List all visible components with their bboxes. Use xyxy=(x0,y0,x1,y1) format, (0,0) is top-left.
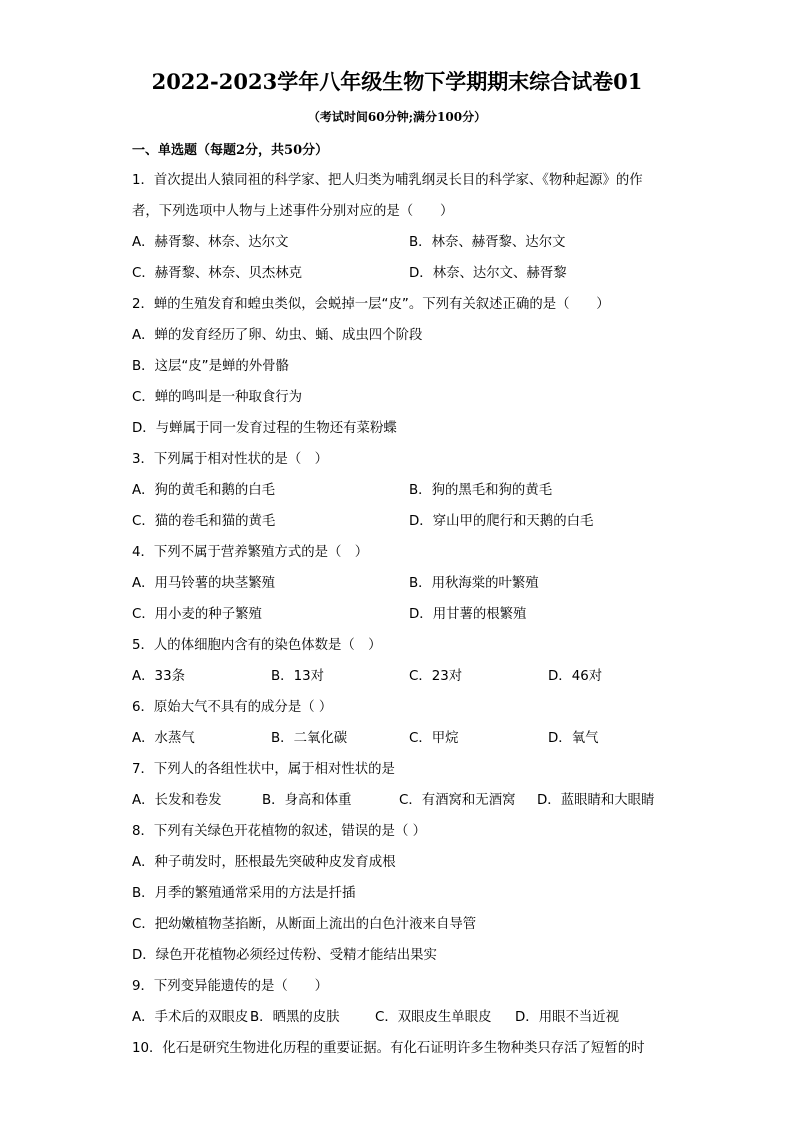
option-a: A．水蒸气 xyxy=(132,731,195,746)
option-c: C．用小麦的种子繁殖 xyxy=(132,607,262,622)
question-stem: 3．下列属于相对性状的是（ ） xyxy=(132,452,328,467)
option-c: C．甲烷 xyxy=(409,731,459,746)
question-stem: 8．下列有关绿色开花植物的叙述，错误的是（ ） xyxy=(132,824,426,839)
option-d: D．用眼不当近视 xyxy=(515,1010,620,1025)
question-stem: 6．原始大气不具有的成分是（ ） xyxy=(132,700,333,715)
option-a: A．赫胥黎、林奈、达尔文 xyxy=(132,235,289,250)
option-d: D．穿山甲的爬行和天鹅的白毛 xyxy=(409,514,594,529)
option-c: C．蝉的鸣叫是一种取食行为 xyxy=(132,390,303,405)
option-b: B．狗的黑毛和狗的黄毛 xyxy=(409,483,553,498)
option-b: B．用秋海棠的叶繁殖 xyxy=(409,576,539,591)
question-stem: 5．人的体细胞内含有的染色体数是（ ） xyxy=(132,638,382,653)
option-row xyxy=(132,232,662,263)
option-a: A．用马铃薯的块茎繁殖 xyxy=(132,576,276,591)
option-a: A．狗的黄毛和鹅的白毛 xyxy=(132,483,276,498)
option-d: D．绿色开花植物必须经过传粉、受精才能结出果实 xyxy=(132,948,437,963)
question-stem: 7．下列人的各组性状中，属于相对性状的是 xyxy=(132,762,395,777)
option-c: C．把幼嫩植物茎掐断，从断面上流出的白色汁液来自导管 xyxy=(132,917,477,932)
option-d: D．与蝉属于同一发育过程的生物还有菜粉蝶 xyxy=(132,421,397,436)
option-c: C．有酒窝和无酒窝 xyxy=(399,793,516,808)
option-b: B．13对 xyxy=(271,669,325,684)
option-b: B．身高和体重 xyxy=(262,793,352,808)
option-b: B．二氧化碳 xyxy=(271,731,348,746)
question-stem: 2．蝉的生殖发育和蝗虫类似，会蜕掉一层“皮”。下列有关叙述正确的是（ ） xyxy=(132,297,610,312)
option-d: D．46对 xyxy=(548,669,603,684)
option-c: C．23对 xyxy=(409,669,463,684)
question-stem: 1．首次提出人猿同祖的科学家、把人归类为哺乳纲灵长目的科学家、《物种起源》的作 xyxy=(132,173,643,188)
option-row xyxy=(132,511,662,542)
option-row xyxy=(132,790,662,821)
option-row xyxy=(132,480,662,511)
option-a: A．33条 xyxy=(132,669,185,684)
question-stem: 4．下列不属于营养繁殖方式的是（ ） xyxy=(132,545,369,560)
option-row xyxy=(132,604,662,635)
option-a: A．手术后的双眼皮 xyxy=(132,1010,249,1025)
option-d: D．蓝眼睛和大眼睛 xyxy=(537,793,655,808)
option-row xyxy=(132,666,662,697)
option-row xyxy=(132,728,662,759)
option-a: A．种子萌发时，胚根最先突破种皮发育成根 xyxy=(132,855,396,870)
option-row xyxy=(132,1007,662,1038)
section-heading: 一、单选题（每题2分，共50分） xyxy=(132,143,329,158)
question-stem: 10．化石是研究生物进化历程的重要证据。有化石证明许多生物种类只存活了短暂的时 xyxy=(132,1041,645,1056)
option-c: C．猫的卷毛和猫的黄毛 xyxy=(132,514,276,529)
option-c: C．赫胥黎、林奈、贝杰林克 xyxy=(132,266,303,281)
option-a: A．长发和卷发 xyxy=(132,793,222,808)
option-d: D．氧气 xyxy=(548,731,599,746)
option-b: B．月季的繁殖通常采用的方法是扦插 xyxy=(132,886,356,901)
option-d: D．林奈、达尔文、赫胥黎 xyxy=(409,266,567,281)
option-b: B．这层“皮”是蝉的外骨骼 xyxy=(132,359,289,374)
option-a: A．蝉的发育经历了卵、幼虫、蛹、成虫四个阶段 xyxy=(132,328,423,343)
option-b: B．林奈、赫胥黎、达尔文 xyxy=(409,235,566,250)
exam-title: 2022-2023学年八年级生物下学期期末综合试卷01 xyxy=(151,69,643,94)
option-row xyxy=(132,573,662,604)
question-list xyxy=(132,170,662,1069)
option-d: D．用甘薯的根繁殖 xyxy=(409,607,527,622)
option-c: C．双眼皮生单眼皮 xyxy=(375,1010,492,1025)
option-row xyxy=(132,263,662,294)
question-stem: 者，下列选项中人物与上述事件分别对应的是（ ） xyxy=(132,204,454,219)
exam-subtitle: （考试时间60分钟;满分100分） xyxy=(307,110,487,124)
question-stem: 9．下列变异能遗传的是（ ） xyxy=(132,979,328,994)
option-b: B．晒黑的皮肤 xyxy=(250,1010,340,1025)
